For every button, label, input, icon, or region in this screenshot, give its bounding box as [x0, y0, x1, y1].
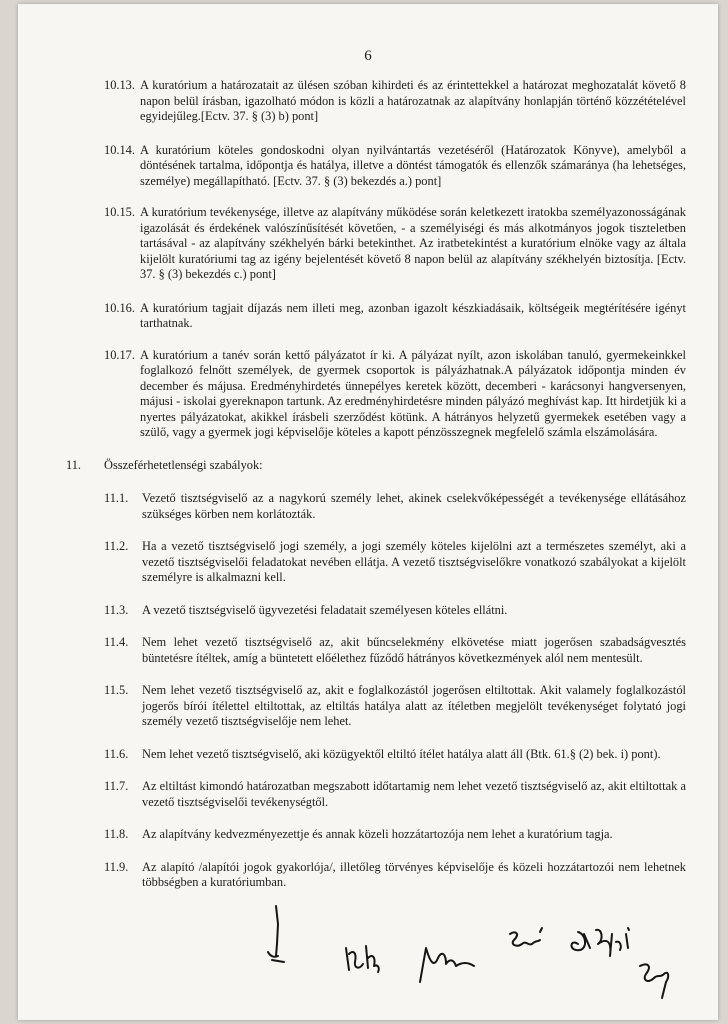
item-number: 11.8. — [104, 827, 129, 841]
page-number: 6 — [364, 48, 372, 64]
section-title: Összeférhetetlenségi szabályok: — [104, 457, 263, 472]
item-number: 11.4. — [104, 635, 129, 649]
item-text: Nem lehet vezető tisztségviselő, aki közügyektől eltiltó ítélet hatálya alatt áll (Btk. 61.§ (2) bek. i) pont). — [142, 746, 661, 761]
document-page — [18, 4, 718, 1020]
signature-5 — [572, 928, 630, 956]
item-number: 11.1. — [104, 491, 129, 505]
list-item — [104, 860, 686, 891]
item-number: 11.7. — [104, 779, 129, 793]
item-text: Az eltiltást kimondó határozatban megszabott időtartamig nem lehet vezető tisztségviselő az, akit eltiltottak a vezető tisztségviselői tevékenységtől. — [142, 779, 686, 809]
list-item — [104, 143, 686, 190]
item-text: Az alapító /alapítói jogok gyakorlója/, illetőleg törvényes képviselője és közeli hozzátartozói nem lehetnek többségben a kuratóriumban. — [142, 859, 686, 889]
list-item — [104, 635, 686, 666]
section-heading — [66, 457, 686, 474]
item-text: A vezető tisztségviselő ügyvezetési feladatait személyesen köteles ellátni. — [142, 602, 508, 617]
signature-1 — [268, 906, 284, 962]
list-item — [104, 747, 686, 763]
list-item — [104, 539, 686, 586]
item-text: A kuratórium tevékenysége, illetve az alapítvány működése során keletkezett iratokba személyazonosságának igazolását és érdekének valószínűsítését követően, - a személyiségi és más alkotmányos jogok tiszteletben tartásával - az alapítvány székhelyén bárki betekinthet. Az iratbetekintést a kuratórium elnöke vagy az általa kijelölt kuratóriumi tag az igény bejelentését követő 8 napon belül az alapítvány székhelyén biztosítja. [Ectv. 37. § (3) bekezdés c.) pont] — [140, 205, 686, 281]
item-number: 10.13. — [104, 78, 135, 92]
list-item — [104, 301, 686, 332]
item-text: A kuratórium tagjait díjazás nem illeti meg, azonban igazolt készkiadásaik, költségeik megtérítésére igényt tarthatnak. — [140, 300, 686, 330]
item-text: Az alapítvány kedvezményezettje és annak közeli hozzátartozója nem lehet a kuratórium tagja. — [142, 827, 613, 841]
item-text: A kuratórium köteles gondoskodni olyan nyilvántartás vezetéséről (Határozatok Könyve), amelyből a döntésének tartalma, időpontja és hatálya, illetve a döntést támogatók és ellenzők számaránya (ha lehetséges, személye) megállapítható. [Ectv. 37. § (3) bekezdés a.) pont] — [140, 142, 686, 188]
signature-6 — [640, 964, 668, 998]
item-text: Ha a vezető tisztségviselő jogi személy, a jogi személy köteles kijelölni azt a természetes személyt, aki a vezető tisztségviselői feladatokat nevében ellátja. A vezető tisztségviselőkre vonatkozó szabályokat a kijelölt személyre is alkalmazni kell. — [142, 539, 686, 584]
section-number: 11. — [66, 457, 82, 472]
item-number: 11.5. — [104, 683, 129, 697]
list-item — [104, 683, 686, 730]
item-text: A kuratórium a határozatait az ülésen szóban kihirdeti és az érintettekkel a határozat meghozatalát követő 8 napon belül írásban, igazolható módon is közli a határozatnak az alapítvány honlapján történő közzétételével egyidejűleg.[Ectv. 37. § (3) b) pont] — [140, 78, 686, 123]
list-item — [104, 78, 686, 125]
item-number: 11.3. — [104, 602, 129, 617]
item-number: 10.16. — [104, 300, 135, 315]
item-number: 11.2. — [104, 539, 129, 553]
signatures — [248, 904, 718, 1014]
signature-2 — [346, 946, 379, 972]
item-number: 11.6. — [104, 746, 129, 761]
signature-3 — [420, 948, 474, 982]
list-item — [104, 779, 686, 810]
list-item — [104, 603, 686, 619]
item-text: Nem lehet vezető tisztségviselő az, akit e foglalkozástól jogerősen eltiltottak. Akit valamely foglalkozástól jogerős bírói ítélettel eltiltottak, az eltiltás hatálya alatt az ítéletben megjelölt tevékenységet folytató jogi személy vezető tisztségviselője nem lehet. — [142, 683, 686, 728]
item-text: A kuratórium a tanév során kettő pályázatot ír ki. A pályázat nyílt, azon iskolában tanuló, gyermekeinkkel foglalkozó felnőtt személyek, de gyermek csoportok is pályázhatnak.A pályázatok időpontja minden év december és májusa. Eredményhirdetés ünnepélyes keretek között, decemberi - karácsonyi hangversenyen, májusi - iskolai gyereknapon tartunk. Az eredményhirdetésre minden pályázó meghívást kap. Itt hirdetjük ki a nyertes pályázatokat, akikkel írásbeli szerződést kötünk. A hátrányos helyzetű gyermekek esetében vagy a szülő, vagy a gyermek jogi képviselője köteles a kapott pénzösszegnek megfelelő számla elszámolására. — [140, 347, 686, 439]
item-number: 10.15. — [104, 205, 135, 219]
item-text: Vezető tisztségviselő az a nagykorú személy lehet, akinek cselekvőképességét a tevékenysége ellátásához szükséges körben nem korlátozták. — [142, 491, 686, 521]
item-number: 10.17. — [104, 347, 135, 362]
document-body — [66, 78, 686, 891]
list-item — [104, 348, 686, 441]
list-item — [104, 491, 686, 522]
item-text: Nem lehet vezető tisztségviselő az, akit bűncselekmény elkövetése miatt jogerősen szabadságvesztés büntetésre ítéltek, amíg a büntetett előélethez fűződő hátrányos következmények alól nem mentesült. — [142, 635, 686, 665]
list-item — [104, 827, 686, 843]
list-item — [104, 205, 686, 283]
signature-4 — [510, 928, 542, 946]
item-number: 11.9. — [104, 859, 129, 874]
item-number: 10.14. — [104, 142, 135, 157]
